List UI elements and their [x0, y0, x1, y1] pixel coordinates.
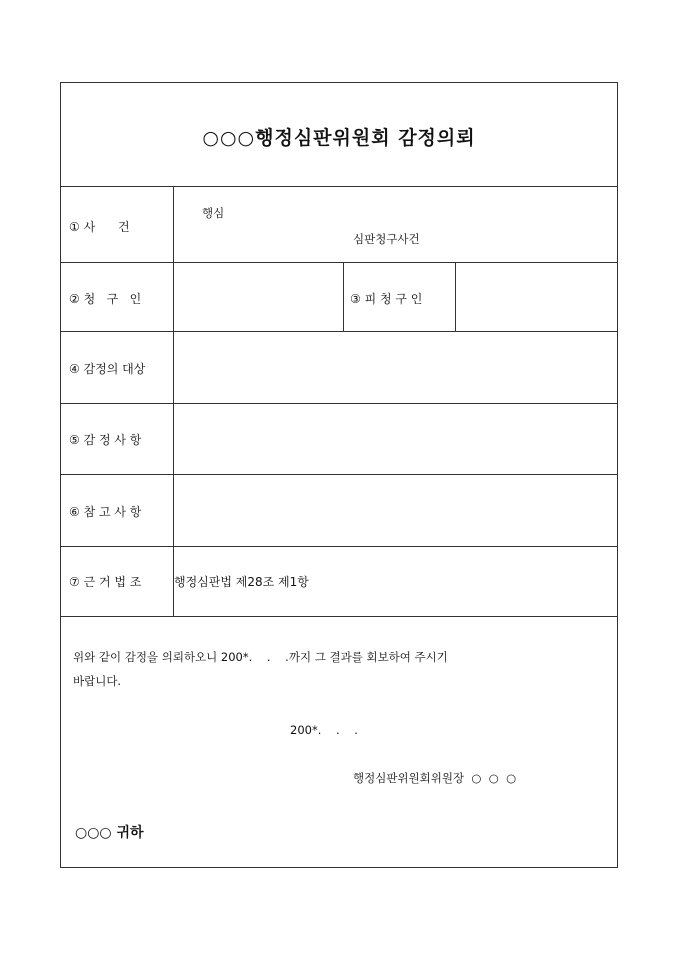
respondent-value-divider — [455, 262, 456, 331]
row-divider — [61, 474, 617, 475]
case-label: ① 사 건 — [69, 220, 130, 234]
row-divider — [61, 546, 617, 547]
signer: 행정심판위원회위원장 ○ ○ ○ — [353, 771, 517, 785]
row-divider — [61, 331, 617, 332]
request-date: 200*. . . — [290, 723, 358, 737]
addressee: ○○○ 귀하 — [75, 825, 144, 841]
appraisal-request-form — [60, 82, 618, 868]
reference-items-label: ⑥ 참 고 사 항 — [69, 505, 142, 519]
row-divider — [61, 262, 617, 263]
legal-basis-label: ⑦ 근 거 법 조 — [69, 575, 142, 589]
appraisal-items-label: ⑤ 감 정 사 항 — [69, 433, 142, 447]
case-prefix: 행심 — [202, 206, 225, 220]
subject-label: ④ 감정의 대상 — [69, 362, 146, 376]
case-suffix: 심판청구사건 — [353, 232, 420, 246]
row-divider — [61, 403, 617, 404]
row-divider — [61, 616, 617, 617]
request-text-line1: 위와 같이 감정을 의뢰하오니 200*. . .까지 그 결과를 회보하여 주시기 — [73, 650, 448, 664]
legal-basis-value: 행정심판법 제28조 제1항 — [174, 575, 309, 589]
claimant-respondent-divider — [343, 262, 344, 331]
request-text-line2: 바랍니다. — [73, 674, 122, 688]
row-divider — [61, 186, 617, 187]
label-column-divider — [173, 186, 174, 616]
claimant-label: ② 청 구 인 — [69, 292, 142, 306]
form-title: ○○○행정심판위원회 감정의뢰 — [202, 127, 476, 149]
respondent-label: ③ 피 청 구 인 — [350, 292, 423, 306]
